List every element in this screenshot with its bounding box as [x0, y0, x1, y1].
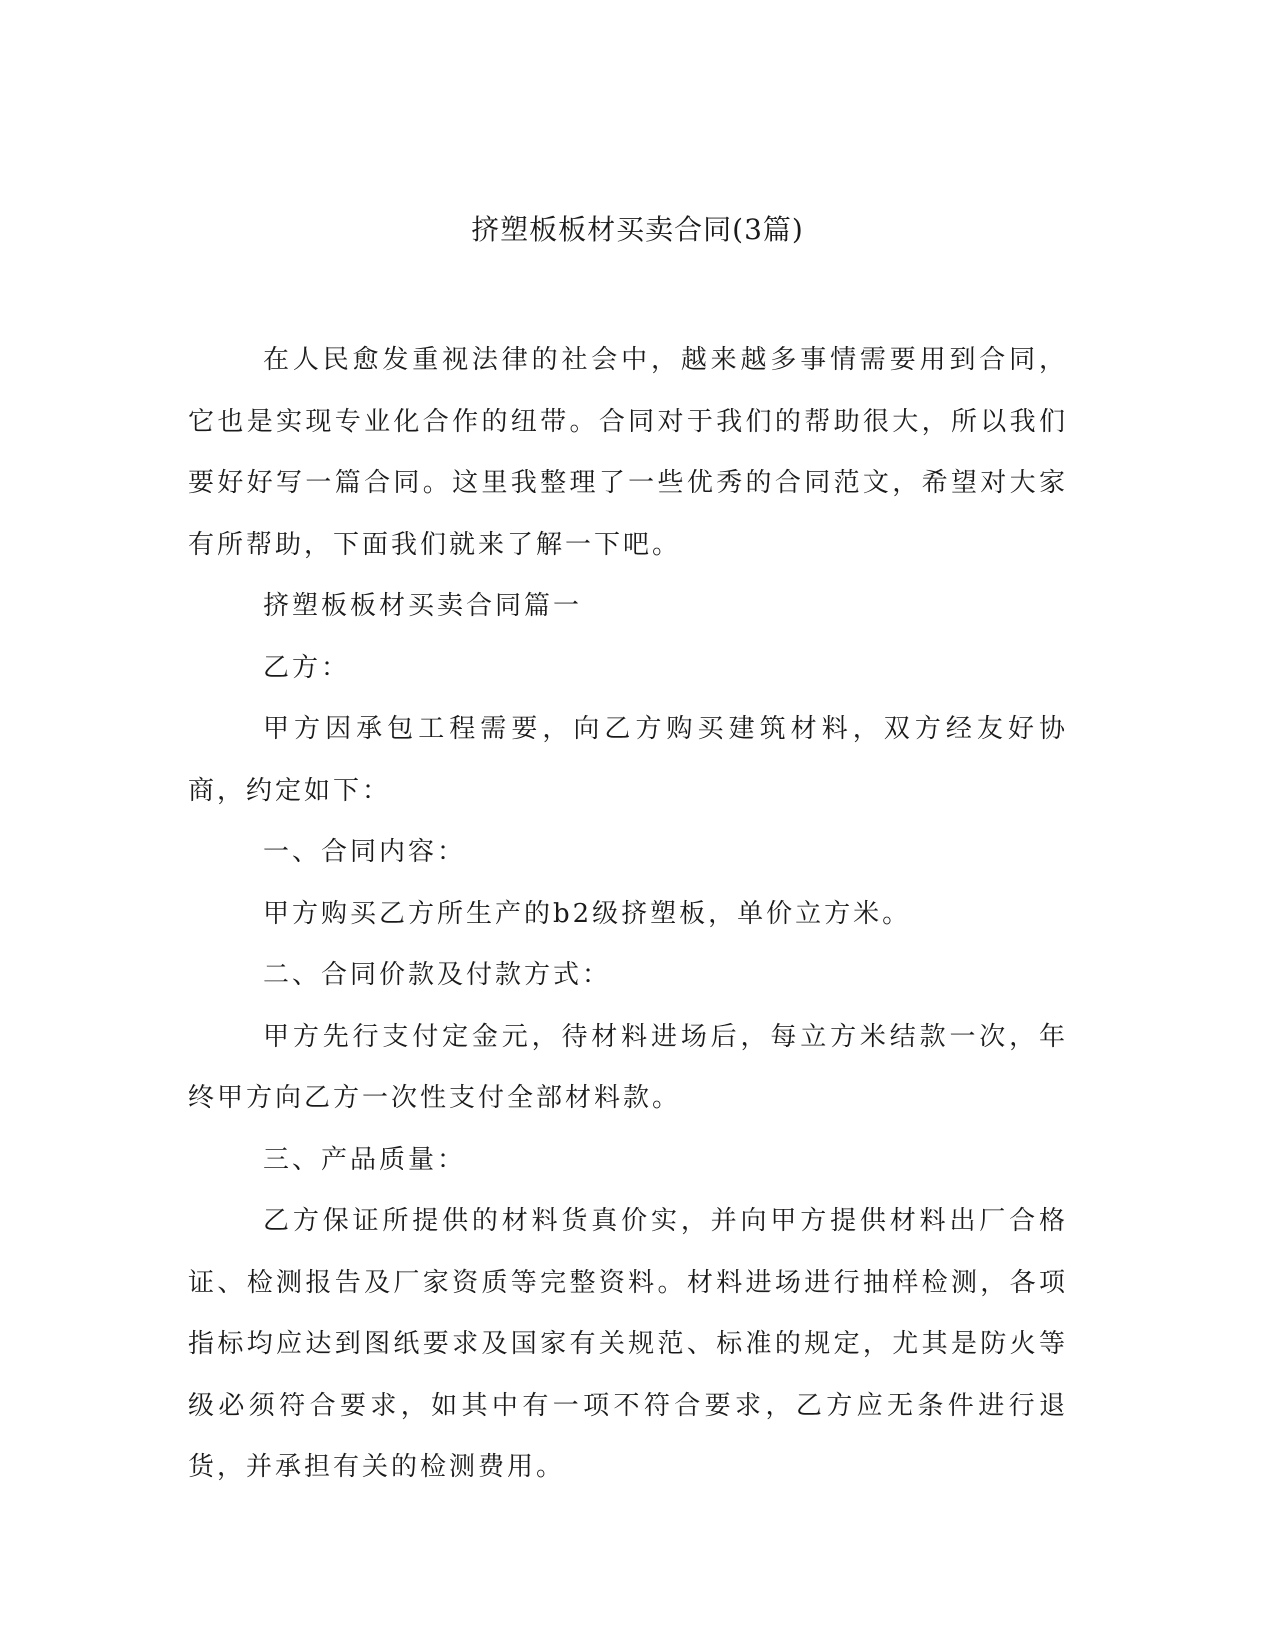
- clause-heading-contents: 一、合同内容：: [263, 837, 467, 867]
- agreement-preamble: 甲方因承包工程需要，向乙方购买建筑材料，双方经友好协商，约定如下：: [188, 714, 1068, 806]
- section-heading-part-one: 挤塑板板材买卖合同篇一: [263, 591, 583, 621]
- intro-paragraph: 在人民愈发重视法律的社会中，越来越多事情需要用到合同，它也是实现专业化合作的纽带。合同对于我们的帮助很大，所以我们要好好写一篇合同。这里我整理了一些优秀的合同范文，希望对大家有所帮助，下面我们就来了解一下吧。: [188, 345, 1068, 560]
- clause-heading-quality: 三、产品质量：: [263, 1144, 467, 1175]
- document-title: 挤塑板板材买卖合同(3篇): [471, 213, 804, 246]
- document-body: [188, 330, 1068, 1499]
- clause-text-contents: 甲方购买乙方所生产的b2级挤塑板，单价立方米。: [263, 898, 912, 929]
- clause-heading-payment: 二、合同价款及付款方式：: [263, 960, 612, 990]
- clause-text-payment: 甲方先行支付定金元，待材料进场后，每立方米结款一次，年终甲方向乙方一次性支付全部材料款。: [188, 1021, 1068, 1113]
- clause-text-quality: 乙方保证所提供的材料货真价实，并向甲方提供材料出厂合格证、检测报告及厂家资质等完整资料。材料进场进行抽样检测，各项指标均应达到图纸要求及国家有关规范、标准的规定，尤其是防火等级必须符合要求，如其中有一项不符合要求，乙方应无条件进行退货，并承担有关的检测费用。: [188, 1206, 1068, 1482]
- party-b-label: 乙方：: [263, 652, 351, 683]
